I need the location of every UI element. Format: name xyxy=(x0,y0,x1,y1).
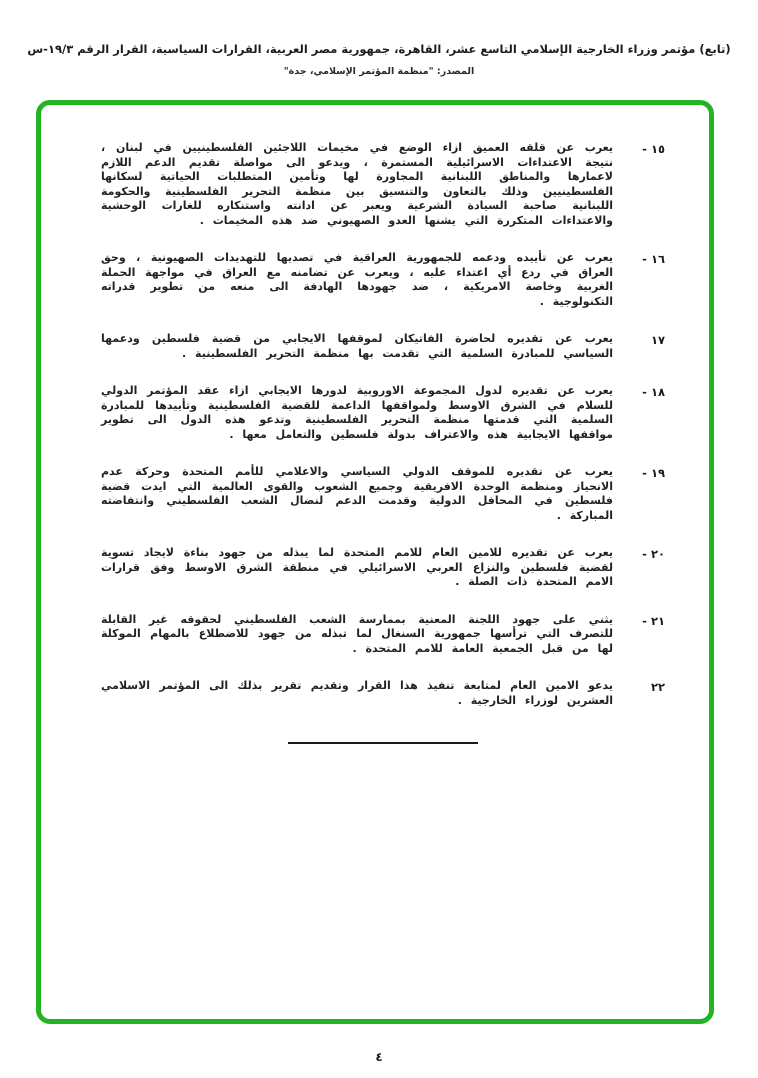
item-text: يثني على جهود اللجنة المعنية بممارسة الشعب الفلسطيني لحقوقه غير القابلة للتصرف التي ترأسها جمهورية السنغال لما تبذله من جهود للاضطلاع بالمهام الموكلة لها من قبل الجمعية العامة للامم المتحدة . xyxy=(101,612,613,655)
item-text: يعرب عن تقديره لدول المجموعة الاوروبية لدورها الايجابي ازاء عقد المؤتمر الدولي للسلام في الشرق الاوسط ولمواقفها الداعمة للقضية الفلسطينية وتأييدها للمبادرة السلمية التي قدمتها منظمة التحرير الفلسطينية وتدعو هذه الدول الى تطوير مواقفها الايجابية هذه والاعتراف بدولة فلسطين والتعامل معها . xyxy=(101,384,613,441)
item-text: يعرب عن تقديره للموقف الدولي السياسي والاعلامي للأمم المتحدة وحركة عدم الانحياز ومنظمة الوحدة الافريقية وجميع الشعوب والقوى العالمية التي ايدت قضية فلسطين في المحافل الدولية وقدمت الدعم لنضال الشعب الفلسطيني وانتفاضته المباركة . xyxy=(101,465,613,522)
resolution-item-22 xyxy=(101,679,665,708)
item-number: ١٩ - xyxy=(642,466,665,480)
item-number: ٢٢ xyxy=(650,680,665,694)
item-text: يعرب عن تأييده ودعمه للجمهورية العراقية في تصديها للتهديدات الصهيونية ، وحق العراق في ردع أي اعتداء عليه ، ويعرب عن تضامنه مع العراق في مواجهة الحملة الغربية وخاصة الامريكية ، ضد جهودها الهادفة الى منعه من تطوير قدراته التكنولوجية . xyxy=(101,251,613,308)
item-number: ٢١ - xyxy=(642,613,665,628)
green-border-frame xyxy=(36,100,714,1024)
document-source-line: المصدر: "منظمة المؤتمر الإسلامي، جدة" xyxy=(283,66,475,77)
item-number: ١٨ - xyxy=(642,385,665,399)
resolution-item-17 xyxy=(101,332,665,361)
item-number: ١٦ - xyxy=(642,252,665,266)
item-number: ١٥ - xyxy=(642,142,665,156)
page-number: ٤ xyxy=(375,1050,383,1064)
item-number: ٢٠ - xyxy=(642,547,665,561)
resolution-item-16 xyxy=(101,251,665,309)
resolution-item-18 xyxy=(101,384,665,442)
document-header-line: (تابع) مؤتمر وزراء الخارجية الإسلامي التاسع عشر، القاهرة، جمهورية مصر العربية، القرارات السياسية، القرار الرقم ١٩/٣-س xyxy=(27,42,731,56)
end-of-text-rule xyxy=(288,742,478,744)
resolution-item-21 xyxy=(101,613,665,657)
item-number: ١٧ xyxy=(650,333,665,347)
item-text: يعرب عن تقديره لحاضرة الفاتيكان لموقفها الايجابي من قضية فلسطين ودعمها السياسي للمبادرة السلمية التي تقدمت بها منظمة التحرير الفلسطينية . xyxy=(101,332,613,360)
item-text: يعرب عن تقديره للامين العام للامم المتحدة لما يبذله من جهود بناءة لايجاد تسوية لقضية فلسطين والنزاع العربي الاسرائيلي في منطقة الشرق الاوسط وفق قرارات الامم المتحدة ذات الصلة . xyxy=(101,546,613,588)
resolution-item-19 xyxy=(101,465,665,523)
resolution-item-20 xyxy=(101,546,665,590)
item-text: يدعو الامين العام لمتابعة تنفيذ هذا القرار وتقديم تقرير بذلك الى المؤتمر الاسلامي العشرين لوزراء الخارجية . xyxy=(101,679,613,707)
resolution-items xyxy=(101,141,665,744)
item-text: يعرب عن قلقه العميق ازاء الوضع في مخيمات اللاجئين الفلسطينيين في لبنان ، نتيجة الاعتداءات الاسرائيلية المستمرة ، ويدعو الى مواصلة تقديم الدعم اللازم لاعمارها والمناطق اللبنانية المجاورة لها وتأمين المتطلبات الحياتية لسكانها الفلسطينيين وذلك بالتعاون والتنسيق بين منظمة التحرير الفلسطينية والحكومة اللبنانية صاحبة السيادة الشرعية ويعبر عن ادانته واستنكاره للغارات الوحشية والاعتداءات المتكررة التي يشنها العدو الصهيوني ضد هذه المخيمات . xyxy=(101,141,613,227)
resolution-item-15 xyxy=(101,141,665,228)
